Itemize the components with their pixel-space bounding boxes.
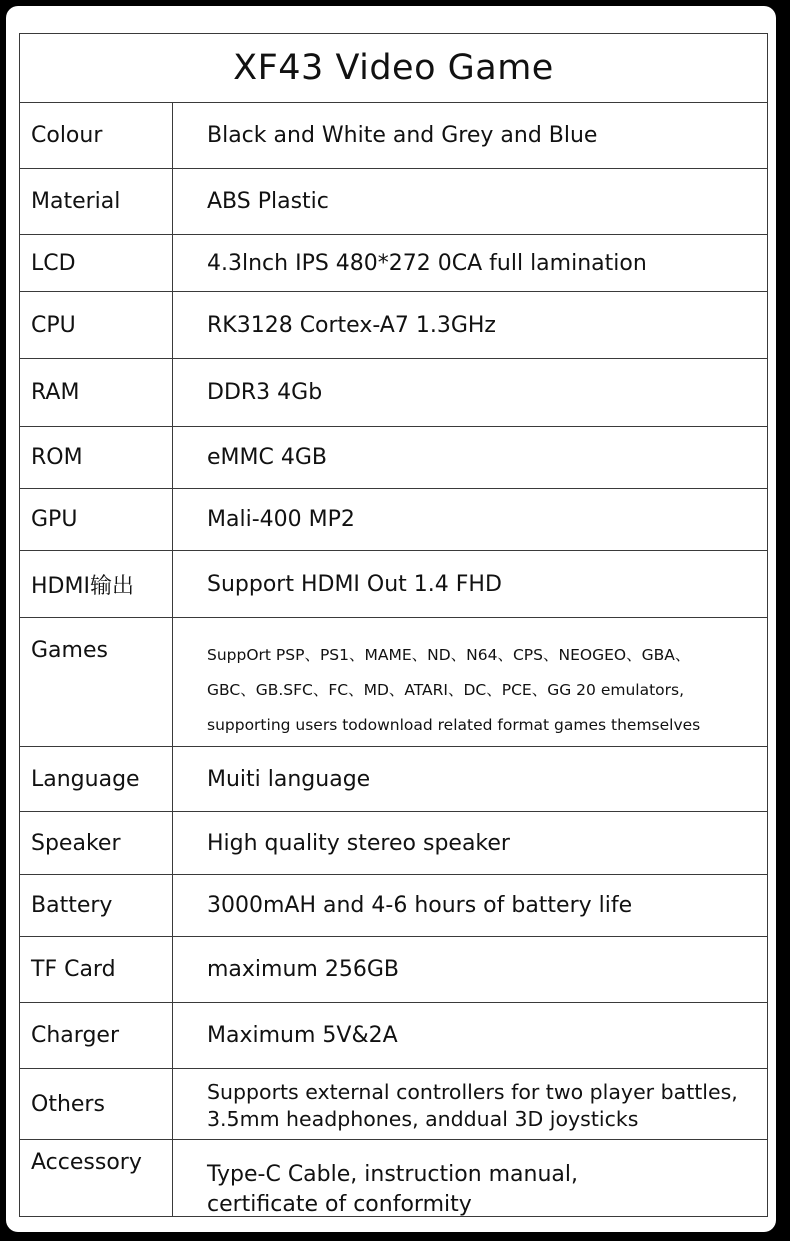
spec-row-ram [20, 359, 767, 427]
spec-value: 3000mAH and 4-6 hours of battery life [207, 893, 633, 918]
spec-value: 4.3lnch IPS 480*272 0CA full lamination [207, 250, 647, 276]
spec-label: Accessory [20, 1140, 173, 1216]
spec-label: Battery [20, 875, 173, 936]
spec-row-games [20, 618, 767, 747]
spec-table [19, 33, 768, 1217]
spec-row-speaker [20, 812, 767, 875]
spec-row-tf-card [20, 937, 767, 1003]
spec-value: Muiti language [207, 766, 371, 792]
spec-row-colour [20, 103, 767, 169]
spec-row-material [20, 169, 767, 235]
spec-row-hdmi [20, 551, 767, 618]
spec-label: Others [20, 1069, 173, 1139]
spec-row-charger [20, 1003, 767, 1069]
spec-value: maximum 256GB [207, 957, 399, 982]
spec-value [173, 1069, 767, 1139]
spec-label: HDMI输出 [20, 551, 173, 617]
games-line-3: supporting users todownload related format games themselves [207, 716, 701, 734]
spec-label: ROM [20, 427, 173, 488]
spec-row-cpu [20, 292, 767, 359]
accessory-line-2: certificate of conformity [207, 1192, 472, 1217]
spec-value: RK3128 Cortex-A7 1.3GHz [207, 312, 496, 338]
spec-row-rom [20, 427, 767, 489]
spec-label: Language [20, 747, 173, 811]
spec-label: RAM [20, 359, 173, 426]
spec-card [6, 6, 776, 1232]
spec-label: LCD [20, 235, 173, 291]
spec-row-gpu [20, 489, 767, 551]
spec-value: DDR3 4Gb [207, 380, 323, 405]
spec-label: Speaker [20, 812, 173, 874]
spec-value [173, 618, 767, 746]
spec-value [173, 1140, 767, 1216]
spec-row-lcd [20, 235, 767, 292]
spec-label: TF Card [20, 937, 173, 1002]
spec-row-language [20, 747, 767, 812]
others-line-2: 3.5mm headphones, anddual 3D joysticks [207, 1107, 639, 1131]
spec-label: Games [20, 618, 173, 746]
spec-value: Maximum 5V&2A [207, 1023, 398, 1048]
spec-value: Black and White and Grey and Blue [207, 123, 598, 148]
spec-value: eMMC 4GB [207, 445, 327, 470]
accessory-line-1: Type-C Cable, instruction manual, [207, 1162, 579, 1187]
games-line-2: GBC、GB.SFC、FC、MD、ATARI、DC、PCE、GG 20 emulators, [207, 681, 685, 699]
spec-label: CPU [20, 292, 173, 358]
spec-row-accessory [20, 1140, 767, 1216]
others-line-1: Supports external controllers for two player battles, [207, 1080, 738, 1104]
spec-value: Mali-400 MP2 [207, 507, 355, 532]
spec-label: Material [20, 169, 173, 234]
spec-value: ABS Plastic [207, 189, 329, 214]
spec-value: High quality stereo speaker [207, 830, 510, 856]
spec-row-battery [20, 875, 767, 937]
spec-label: Colour [20, 103, 173, 168]
spec-row-others [20, 1069, 767, 1140]
spec-label: GPU [20, 489, 173, 550]
table-title: XF43 Video Game [20, 34, 767, 103]
spec-label: Charger [20, 1003, 173, 1068]
games-line-1: SuppOrt PSP、PS1、MAME、ND、N64、CPS、NEOGEO、GBA、 [207, 646, 691, 664]
spec-value: Support HDMI Out 1.4 FHD [207, 571, 502, 597]
